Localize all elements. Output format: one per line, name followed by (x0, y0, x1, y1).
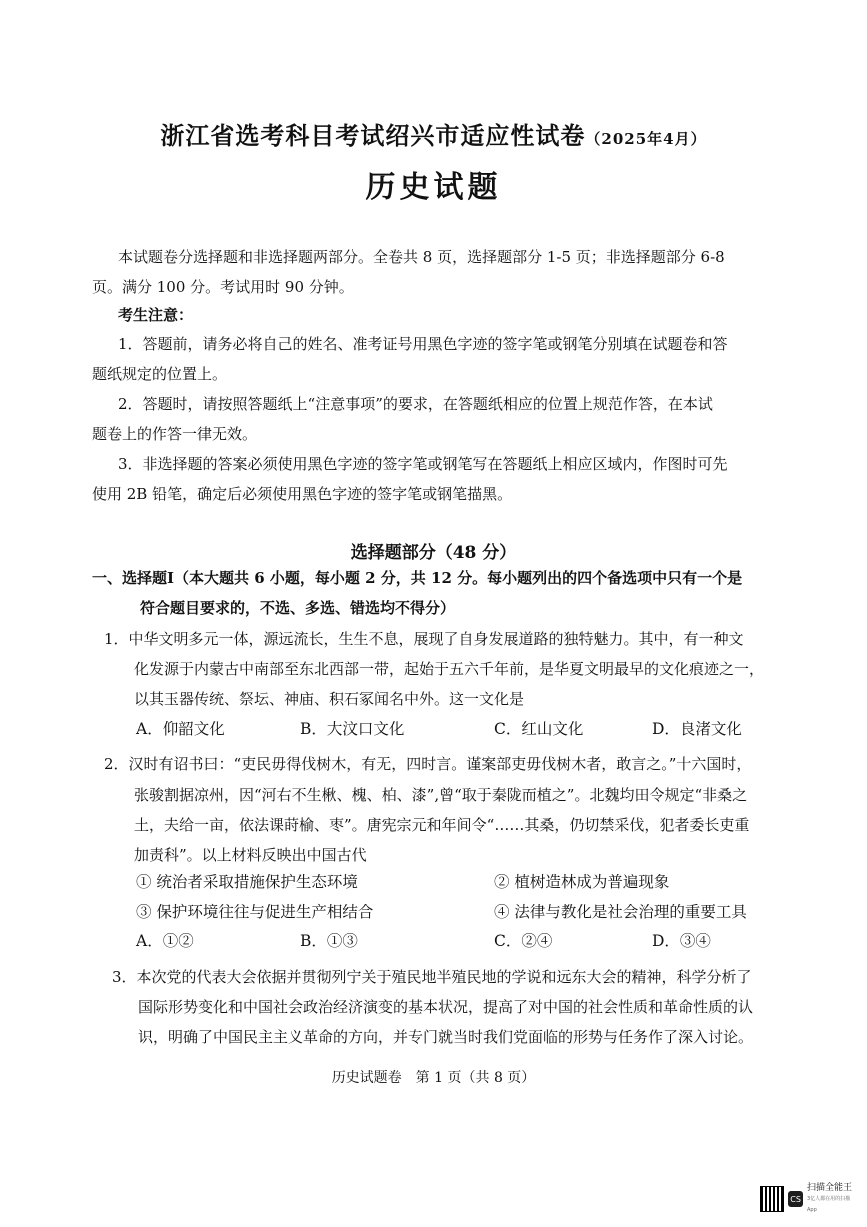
notice-2a: 2．答题时，请按照答题纸上“注意事项”的要求，在答题纸相应的位置上规范作答，在本试 (118, 395, 713, 413)
notice-3b: 使用 2B 铅笔，确定后必须使用黑色字迹的签字笔或钢笔描黑。 (92, 485, 513, 503)
exam-title-text: 浙江省选考科目考试绍兴市适应性试卷 (160, 121, 586, 150)
qr-code-icon (760, 1186, 784, 1212)
notice-1a: 1．答题前，请务必将自己的姓名、准考证号用黑色字迹的签字笔或钢笔分别填在试题卷和答 (118, 335, 728, 353)
watermark-name: 扫描全能王 (807, 1182, 853, 1193)
q2-line-2: 张骏割据凉州，因“河右不生楸、槐、柏、漆”,曾“取于秦陇而植之”。北魏均田令规定“非桑之 (134, 786, 748, 804)
q2-line-1: 2．汉时有诏书曰：“吏民毋得伐树木，有无，四时言。谨案部吏毋伐树木者，敢言之。”十六国时， (104, 755, 752, 773)
part-instructions-a: 一、选择题Ⅰ（本大题共 6 小题，每小题 2 分，共 12 分。每小题列出的四个备选项中只有一个是 (92, 569, 743, 587)
q1-line-2: 化发源于内蒙古中南部至东北西部一带，起始于五六千年前，是华夏文明最早的文化痕迹之一， (134, 660, 765, 678)
q1-option-d: D．良渚文化 (652, 720, 742, 738)
q2-option-a: A．①② (136, 932, 194, 950)
page-footer: 历史试题卷 第 1 页（共 8 页） (331, 1070, 536, 1086)
notice-1b: 题纸规定的位置上。 (92, 365, 228, 383)
watermark-text (807, 1183, 856, 1216)
q2-statement-2: ② 植树造林成为普遍现象 (494, 873, 670, 891)
notice-2b: 题卷上的作答一律无效。 (92, 425, 258, 443)
q2-option-b: B．①③ (300, 932, 358, 950)
notice-label: 考生注意： (118, 306, 194, 324)
part-instructions-b: 符合题目要求的，不选、多选、错选均不得分） (140, 599, 456, 617)
exam-date: （2025年4月） (585, 130, 707, 148)
q1-line-1: 1．中华文明多元一体，源远流长，生生不息，展现了自身发展道路的独特魅力。其中，有一种文 (104, 630, 744, 648)
exam-title (0, 116, 867, 151)
notice-3a: 3．非选择题的答案必须使用黑色字迹的签字笔或钢笔写在答题纸上相应区域内，作图时可先 (118, 455, 728, 473)
intro-line-2: 页。满分 100 分。考试用时 90 分钟。 (92, 278, 354, 296)
q3-line-2: 国际形势变化和中国社会政治经济演变的基本状况，提高了对中国的社会性质和革命性质的认 (138, 998, 754, 1016)
section-heading: 选择题部分（48 分） (350, 543, 517, 563)
q2-option-d: D．③④ (652, 932, 711, 950)
q2-statement-1: ① 统治者采取措施保护生态环境 (136, 873, 358, 891)
q1-option-b: B．大汶口文化 (300, 720, 405, 738)
q2-option-c: C．②④ (494, 932, 553, 950)
intro-line-1: 本试题卷分选择题和非选择题两部分。全卷共 8 页，选择题部分 1-5 页；非选择题部分 6-8 (118, 248, 725, 266)
q1-line-3: 以其玉器传统、祭坛、神庙、积石冢闻名中外。这一文化是 (134, 690, 525, 708)
q2-statement-3: ③ 保护环境往往与促进生产相结合 (136, 903, 374, 921)
watermark-tagline: 3亿人都在用的扫描App (807, 1195, 851, 1213)
q2-line-4: 加责科”。以上材料反映出中国古代 (134, 846, 367, 864)
q3-line-1: 3．本次党的代表大会依据并贯彻列宁关于殖民地半殖民地的学说和远东大会的精神，科学分析了 (112, 968, 752, 986)
q3-line-3: 识，明确了中国民主主义革命的方向，并专门就当时我们党面临的形势与任务作了深入讨论。 (138, 1028, 754, 1046)
q2-line-3: 土，夫给一亩，依法课莳榆、枣”。唐宪宗元和年间令“……其桑，仍切禁采伐，犯者委长吏重 (134, 816, 750, 834)
subject-title: 历史试题 (365, 170, 502, 205)
q1-option-a: A．仰韶文化 (136, 720, 225, 738)
scanner-watermark (760, 1182, 856, 1216)
q1-option-c: C．红山文化 (494, 720, 584, 738)
camscanner-logo-icon: CS (788, 1191, 803, 1207)
q2-statement-4: ④ 法律与教化是社会治理的重要工具 (494, 903, 747, 921)
